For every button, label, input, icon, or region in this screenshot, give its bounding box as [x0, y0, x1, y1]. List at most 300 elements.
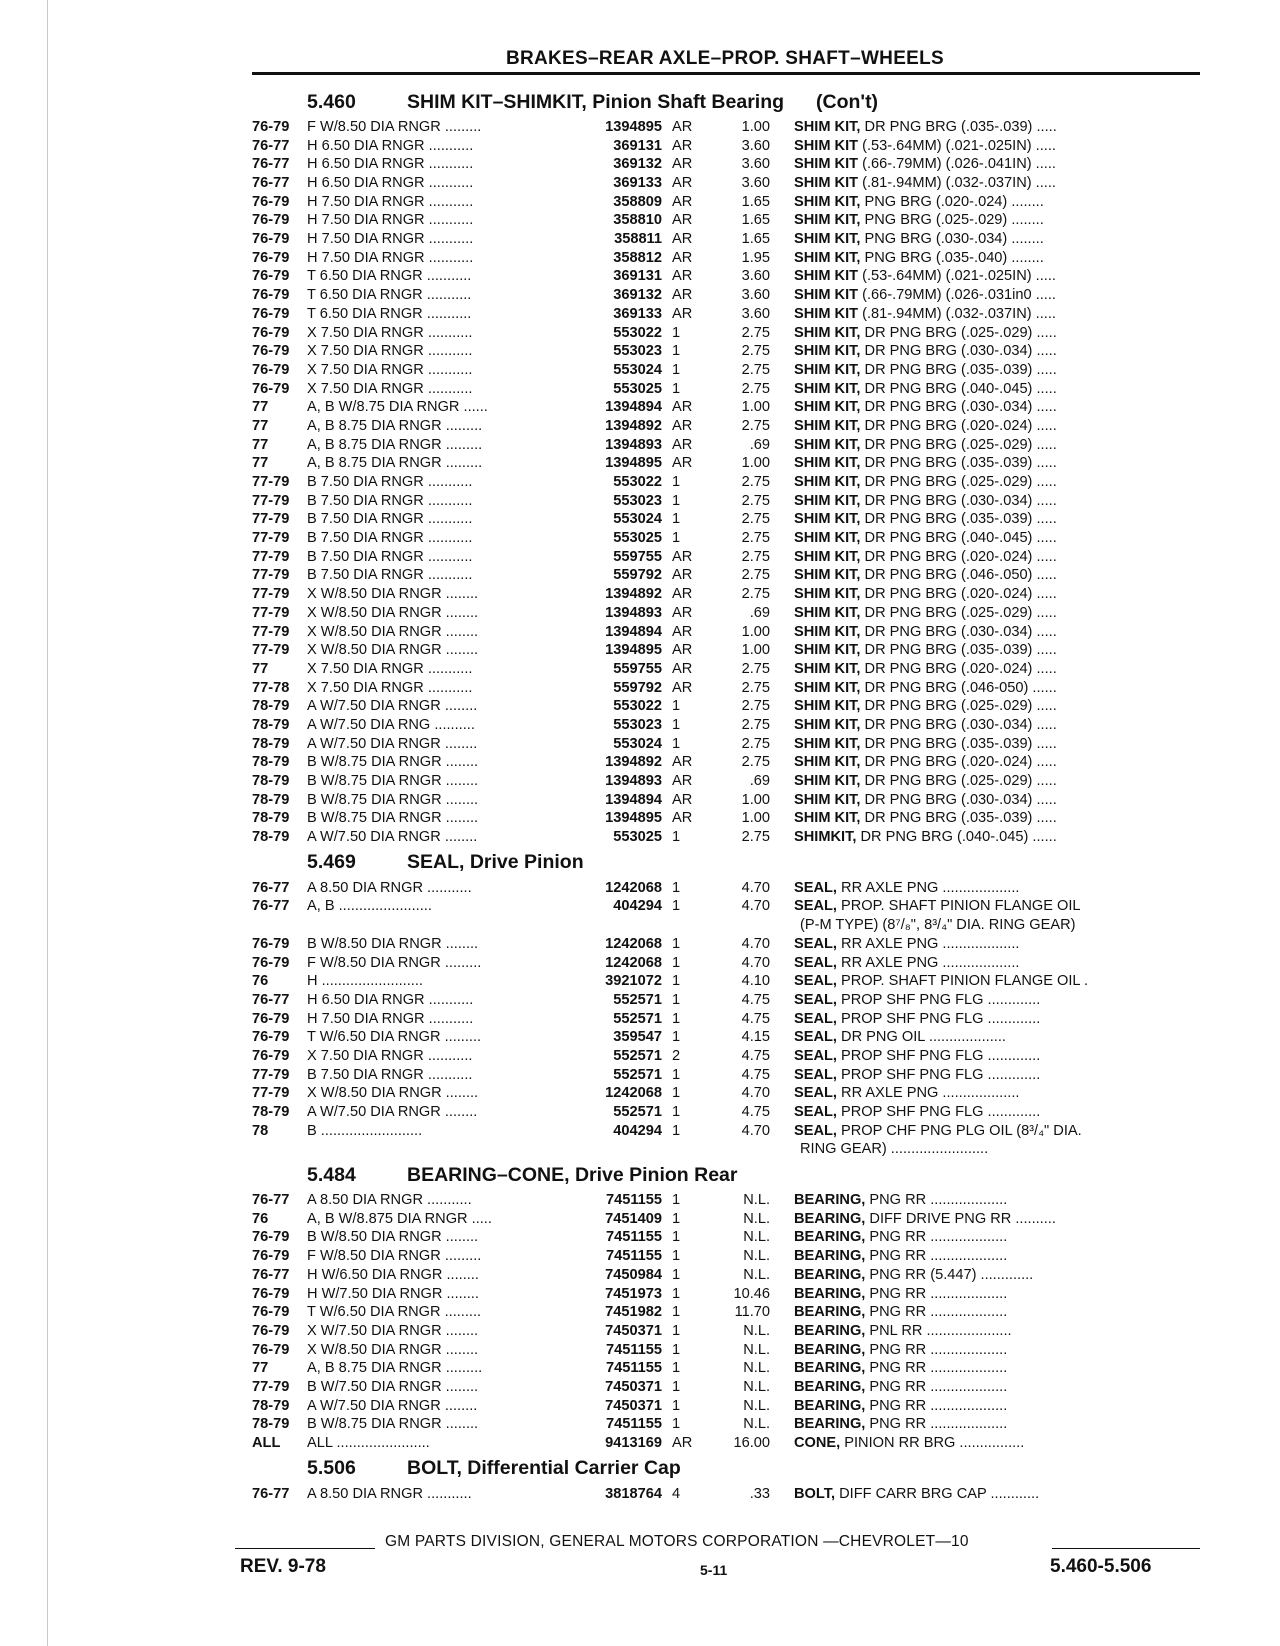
description-keyword: SEAL,: [794, 973, 837, 990]
part-number: 553024: [613, 511, 662, 528]
price: 4.75: [741, 991, 770, 1008]
description-text: (.81-.94MM) (.032-.037IN) .....: [858, 305, 1056, 322]
price: 2.75: [741, 511, 770, 528]
section-heading: [252, 86, 1200, 118]
quantity: 1: [672, 898, 681, 915]
application: F W/8.50 DIA RNGR .........: [307, 118, 482, 135]
price: N.L.: [743, 1416, 770, 1433]
description-text: PNL RR .....................: [865, 1322, 1012, 1339]
part-number: 1394894: [605, 399, 662, 416]
section-title: BOLT, Differential Carrier Cap: [407, 1457, 681, 1480]
quantity: 2: [672, 1047, 681, 1064]
description-text: PROP SHF PNG FLG .............: [836, 1047, 1041, 1064]
application: A, B .......................: [307, 898, 432, 915]
quantity: AR: [672, 679, 693, 696]
description-keyword: BEARING,: [794, 1304, 866, 1321]
price: 4.70: [741, 1085, 770, 1102]
description-text: DR PNG BRG (.030-.034) .....: [860, 623, 1057, 640]
model-year: 77-79: [252, 474, 290, 491]
description: [770, 716, 1190, 735]
table-row: [252, 735, 1200, 754]
description: [770, 660, 1190, 679]
application: B .........................: [307, 1122, 423, 1139]
description-keyword: BEARING,: [794, 1416, 866, 1433]
table-row: [252, 1397, 1200, 1416]
table-row: [252, 753, 1200, 772]
description: [770, 417, 1190, 436]
part-number: 559792: [613, 567, 662, 584]
price: 2.75: [741, 586, 770, 603]
description-text: DR PNG BRG (.030-.034) .....: [860, 399, 1057, 416]
description: [770, 1322, 1190, 1341]
description: [770, 137, 1190, 156]
quantity: AR: [672, 417, 693, 434]
description-keyword: SHIMKIT,: [794, 829, 857, 846]
price: 4.75: [741, 1010, 770, 1027]
section-title: SEAL, Drive Pinion: [407, 851, 584, 874]
price: N.L.: [743, 1248, 770, 1265]
table-row: [252, 660, 1200, 679]
price: 3.60: [741, 268, 770, 285]
description-keyword: SEAL,: [794, 1122, 837, 1139]
model-year: 76-77: [252, 879, 290, 896]
part-number: 7451409: [605, 1210, 662, 1227]
quantity: 1: [672, 530, 681, 547]
continuation-indent: [252, 1140, 770, 1159]
description-keyword: SEAL,: [794, 991, 837, 1008]
model-year: 76-79: [252, 1229, 290, 1246]
description-keyword: SHIM KIT,: [794, 604, 861, 621]
description-text: DR PNG BRG (.040-.045) .....: [860, 530, 1057, 547]
quantity: AR: [672, 436, 693, 453]
part-number: 1394892: [605, 586, 662, 603]
description: [770, 991, 1190, 1010]
table-row: [252, 436, 1200, 455]
model-year: 78-79: [252, 829, 290, 846]
model-year: 77: [252, 455, 269, 472]
table-row: [252, 1122, 1200, 1141]
model-year: 76-77: [252, 991, 290, 1008]
application: X W/7.50 DIA RNGR ........: [307, 1322, 479, 1339]
table-row: [252, 1066, 1200, 1085]
description-keyword: SHIM KIT,: [794, 380, 861, 397]
part-number: 9413169: [605, 1435, 662, 1452]
application: A, B 8.75 DIA RNGR .........: [307, 417, 483, 434]
footer-section-range: 5.460-5.506: [1050, 1556, 1152, 1577]
application: A, B 8.75 DIA RNGR .........: [307, 455, 483, 472]
description: [770, 1434, 1190, 1453]
table-row: [252, 1434, 1200, 1453]
part-number: 553025: [613, 380, 662, 397]
description-text: DR PNG BRG (.035-.039) .....: [860, 511, 1057, 528]
description: [770, 879, 1190, 898]
price: N.L.: [743, 1192, 770, 1209]
model-year: 77-79: [252, 642, 290, 659]
section-heading: [252, 847, 1200, 879]
application: T 6.50 DIA RNGR ...........: [307, 268, 472, 285]
description-text: DR PNG BRG (.025-.029) .....: [860, 436, 1057, 453]
description-keyword: SHIM KIT,: [794, 530, 861, 547]
description-keyword: SEAL,: [794, 1104, 837, 1121]
model-year: 76-77: [252, 156, 290, 173]
description: [770, 791, 1190, 810]
application: B W/7.50 DIA RNGR ........: [307, 1378, 479, 1395]
section-title: SHIM KIT–SHIMKIT, Pinion Shaft Bearing: [407, 90, 785, 113]
description-text: PNG RR ...................: [865, 1248, 1008, 1265]
price: 3.60: [741, 137, 770, 154]
price: 1.95: [741, 249, 770, 266]
section-title: BEARING–CONE, Drive Pinion Rear: [407, 1163, 738, 1186]
table-row: [252, 155, 1200, 174]
description-text: DR PNG BRG (.046-.050) .....: [860, 567, 1057, 584]
application: ALL .......................: [307, 1435, 430, 1452]
description: [770, 548, 1190, 567]
application: X 7.50 DIA RNGR ...........: [307, 380, 473, 397]
part-number: 1394892: [605, 417, 662, 434]
price: 11.70: [734, 1304, 770, 1321]
table-row: [252, 898, 1200, 917]
part-number: 553023: [613, 492, 662, 509]
application: X 7.50 DIA RNGR ...........: [307, 679, 473, 696]
description-text: (.66-.79MM) (.026-.041IN) .....: [858, 156, 1056, 173]
quantity: AR: [672, 231, 693, 248]
application: B 7.50 DIA RNGR ...........: [307, 1066, 473, 1083]
application: B W/8.75 DIA RNGR ........: [307, 791, 479, 808]
table-row: [252, 342, 1200, 361]
part-number: 1394894: [605, 623, 662, 640]
price: N.L.: [743, 1210, 770, 1227]
description: [770, 118, 1190, 137]
price: .69: [749, 436, 770, 453]
description-keyword: BEARING,: [794, 1378, 866, 1395]
application: A W/7.50 DIA RNGR ........: [307, 735, 478, 752]
quantity: AR: [672, 660, 693, 677]
description-text: DIFF DRIVE PNG RR ..........: [865, 1210, 1056, 1227]
description-text: DR PNG BRG (.035-.039) .....: [860, 735, 1057, 752]
part-number: 1242068: [605, 879, 662, 896]
description: [770, 342, 1190, 361]
price: 4.70: [741, 1122, 770, 1139]
description: [770, 1191, 1190, 1210]
price: N.L.: [743, 1378, 770, 1395]
header-rule: [252, 72, 1200, 75]
table-row: [252, 1378, 1200, 1397]
description-keyword: SHIM KIT,: [794, 623, 861, 640]
table-row: [252, 585, 1200, 604]
application: X 7.50 DIA RNGR ...........: [307, 324, 473, 341]
price: 1.00: [741, 118, 770, 135]
description: [770, 361, 1190, 380]
description-keyword: BEARING,: [794, 1192, 866, 1209]
quantity: 1: [672, 973, 681, 990]
quantity: 1: [672, 1029, 681, 1046]
quantity: AR: [672, 586, 693, 603]
quantity: 1: [672, 1010, 681, 1027]
quantity: 1: [672, 698, 681, 715]
description-text: PNG RR ...................: [865, 1378, 1008, 1395]
description-keyword: SHIM KIT,: [794, 698, 861, 715]
footer-rule-right: [1052, 1548, 1200, 1549]
description: [770, 1485, 1190, 1504]
description-continuation: [252, 1140, 1200, 1159]
description: [770, 1103, 1190, 1122]
quantity: 1: [672, 1285, 681, 1302]
model-year: 76-79: [252, 118, 290, 135]
table-row: [252, 1359, 1200, 1378]
model-year: 77-78: [252, 679, 290, 696]
part-number: 358810: [613, 212, 662, 229]
quantity: AR: [672, 567, 693, 584]
quantity: AR: [672, 1435, 693, 1452]
description-text: RR AXLE PNG ...................: [836, 879, 1020, 896]
price: 2.75: [741, 380, 770, 397]
part-number: 369132: [613, 156, 662, 173]
model-year: 76-77: [252, 137, 290, 154]
table-row: [252, 935, 1200, 954]
quantity: AR: [672, 754, 693, 771]
model-year: 77-79: [252, 1378, 290, 1395]
quantity: AR: [672, 249, 693, 266]
table-row: [252, 268, 1200, 287]
quantity: 1: [672, 1378, 681, 1395]
application: T 6.50 DIA RNGR ...........: [307, 305, 472, 322]
model-year: 77: [252, 399, 269, 416]
model-year: 76-77: [252, 1485, 290, 1502]
description-keyword: SEAL,: [794, 1047, 837, 1064]
quantity: AR: [672, 773, 693, 790]
description-text: DR PNG OIL ...................: [836, 1029, 1006, 1046]
description: [770, 249, 1190, 268]
description-text: PINION RR BRG ................: [840, 1435, 1025, 1452]
table-row: [252, 1341, 1200, 1360]
application: X W/8.50 DIA RNGR ........: [307, 604, 479, 621]
table-row: [252, 1010, 1200, 1029]
application: B 7.50 DIA RNGR ...........: [307, 492, 473, 509]
description-text: PROP SHF PNG FLG .............: [836, 1066, 1041, 1083]
price: 3.60: [741, 156, 770, 173]
description: [770, 1285, 1190, 1304]
price: 2.75: [741, 754, 770, 771]
table-row: [252, 1047, 1200, 1066]
quantity: 1: [672, 1322, 681, 1339]
model-year: 78-79: [252, 1397, 290, 1414]
table-row: [252, 697, 1200, 716]
description-text: DR PNG BRG (.046-050) ......: [860, 679, 1057, 696]
part-number: 1242068: [605, 1085, 662, 1102]
model-year: 76-79: [252, 1248, 290, 1265]
part-number: 358812: [613, 249, 662, 266]
description: [770, 230, 1190, 249]
table-row: [252, 249, 1200, 268]
description-keyword: SEAL,: [794, 898, 837, 915]
part-number: 369133: [613, 305, 662, 322]
part-number: 7451982: [605, 1304, 662, 1321]
price: N.L.: [743, 1322, 770, 1339]
part-number: 358811: [614, 231, 662, 248]
quantity: AR: [672, 287, 693, 304]
quantity: 1: [672, 716, 681, 733]
price: .69: [749, 773, 770, 790]
quantity: 1: [672, 511, 681, 528]
price: 3.60: [741, 305, 770, 322]
application: H 7.50 DIA RNGR ...........: [307, 212, 474, 229]
part-number: 7451155: [605, 1416, 662, 1433]
description-keyword: SHIM KIT,: [794, 548, 861, 565]
section-number: 5.460: [307, 90, 356, 113]
application: H W/6.50 DIA RNGR ........: [307, 1266, 479, 1283]
table-row: [252, 548, 1200, 567]
part-number: 404294: [613, 898, 662, 915]
description-keyword: SEAL,: [794, 1085, 837, 1102]
description-keyword: SHIM KIT: [794, 156, 859, 173]
model-year: 76-79: [252, 249, 290, 266]
part-number: 1242068: [605, 935, 662, 952]
quantity: 1: [672, 954, 681, 971]
continuation-text: (P-M TYPE) (8⁷/₈", 8³/₄" DIA. RING GEAR): [800, 917, 1076, 934]
table-row: [252, 361, 1200, 380]
description-keyword: SHIM KIT,: [794, 343, 861, 360]
description-continuation: [252, 916, 1200, 935]
description-keyword: SHIM KIT,: [794, 492, 861, 509]
price: 2.75: [741, 735, 770, 752]
description-text: PNG RR ...................: [865, 1285, 1008, 1302]
description-text: RR AXLE PNG ...................: [836, 1085, 1020, 1102]
description-text: DR PNG BRG (.025-.029) .....: [860, 698, 1057, 715]
part-number: 552571: [613, 1010, 662, 1027]
description-text: DIFF CARR BRG CAP ............: [835, 1485, 1040, 1502]
quantity: 4: [672, 1485, 681, 1502]
description: [770, 585, 1190, 604]
part-number: 1242068: [605, 954, 662, 971]
description-keyword: SHIM KIT,: [794, 660, 861, 677]
part-number: 559755: [613, 548, 662, 565]
description-text: PROP SHF PNG FLG .............: [836, 1104, 1041, 1121]
description-keyword: BEARING,: [794, 1341, 866, 1358]
description-text: RR AXLE PNG ...................: [836, 954, 1020, 971]
description-text: (.66-.79MM) (.026-.031in0 .....: [858, 287, 1056, 304]
description: [770, 679, 1190, 698]
application: X 7.50 DIA RNGR ...........: [307, 1047, 473, 1064]
application: A, B W/8.875 DIA RNGR .....: [307, 1210, 492, 1227]
model-year: 76-79: [252, 343, 290, 360]
price: 4.75: [741, 1104, 770, 1121]
model-year: 76-79: [252, 1010, 290, 1027]
part-number: 7451155: [605, 1360, 662, 1377]
quantity: 1: [672, 1192, 681, 1209]
description-keyword: SHIM KIT,: [794, 212, 861, 229]
application: B W/8.75 DIA RNGR ........: [307, 1416, 479, 1433]
scan-margin-line: [47, 0, 48, 1646]
model-year: 78-79: [252, 735, 290, 752]
description-keyword: SHIM KIT,: [794, 810, 861, 827]
quantity: AR: [672, 604, 693, 621]
part-number: 1394892: [605, 754, 662, 771]
description: [770, 1303, 1190, 1322]
model-year: ALL: [252, 1435, 281, 1452]
quantity: AR: [672, 791, 693, 808]
model-year: 76-79: [252, 954, 290, 971]
model-year: 77: [252, 1360, 269, 1377]
description: [770, 1066, 1190, 1085]
description: [770, 1359, 1190, 1378]
quantity: 1: [672, 1341, 681, 1358]
description: [770, 211, 1190, 230]
table-row: [252, 305, 1200, 324]
price: N.L.: [743, 1360, 770, 1377]
continuation-text: RING GEAR) ........................: [800, 1141, 989, 1158]
model-year: 76-77: [252, 898, 290, 915]
description-keyword: SHIM KIT,: [794, 118, 861, 135]
part-number: 553025: [613, 829, 662, 846]
description-keyword: SEAL,: [794, 954, 837, 971]
quantity: AR: [672, 212, 693, 229]
description: [770, 1084, 1190, 1103]
description-text: PNG RR ...................: [865, 1192, 1008, 1209]
table-row: [252, 193, 1200, 212]
part-number: 369131: [613, 268, 662, 285]
price: 4.70: [741, 935, 770, 952]
description-keyword: SHIM KIT,: [794, 716, 861, 733]
section-number: 5.484: [307, 1163, 356, 1186]
description-keyword: SEAL,: [794, 935, 837, 952]
part-number: 7451973: [605, 1285, 662, 1302]
description-text: DR PNG BRG (.030-.034) .....: [860, 343, 1057, 360]
part-number: 1394893: [605, 773, 662, 790]
description-keyword: SHIM KIT,: [794, 324, 861, 341]
description-text: DR PNG BRG (.030-.034) .....: [860, 492, 1057, 509]
quantity: 1: [672, 1229, 681, 1246]
price: 10.46: [733, 1285, 770, 1302]
quantity: 1: [672, 991, 681, 1008]
table-row: [252, 567, 1200, 586]
description-text: DR PNG BRG (.040-.045) .....: [860, 380, 1057, 397]
quantity: AR: [672, 399, 693, 416]
description: [770, 954, 1190, 973]
model-year: 78-79: [252, 1416, 290, 1433]
quantity: AR: [672, 623, 693, 640]
application: B 7.50 DIA RNGR ...........: [307, 530, 473, 547]
description: [770, 324, 1190, 343]
description-keyword: SEAL,: [794, 1010, 837, 1027]
table-row: [252, 473, 1200, 492]
description-text: DR PNG BRG (.025-.029) .....: [860, 604, 1057, 621]
description: [770, 305, 1190, 324]
quantity: 1: [672, 1085, 681, 1102]
description: [770, 697, 1190, 716]
table-row: [252, 604, 1200, 623]
description-keyword: SEAL,: [794, 1066, 837, 1083]
part-number: 369132: [613, 287, 662, 304]
part-number: 553022: [613, 474, 662, 491]
description-text: DR PNG BRG (.025-.029) .....: [860, 773, 1057, 790]
application: A 8.50 DIA RNGR ...........: [307, 879, 472, 896]
application: H 7.50 DIA RNGR ...........: [307, 249, 474, 266]
description-keyword: SEAL,: [794, 1029, 837, 1046]
description-text: PNG RR ...................: [865, 1416, 1008, 1433]
description-text: DR PNG BRG (.020-.024) .....: [860, 417, 1057, 434]
description-keyword: SHIM KIT,: [794, 567, 861, 584]
application: A 8.50 DIA RNGR ...........: [307, 1192, 472, 1209]
part-number: 552571: [613, 1066, 662, 1083]
application: H 6.50 DIA RNGR ...........: [307, 991, 474, 1008]
model-year: 78: [252, 1122, 269, 1139]
part-number: 1394895: [605, 810, 662, 827]
part-number: 1394893: [605, 604, 662, 621]
description-keyword: SHIM KIT,: [794, 417, 861, 434]
price: 2.75: [741, 716, 770, 733]
table-row: [252, 1084, 1200, 1103]
table-row: [252, 529, 1200, 548]
